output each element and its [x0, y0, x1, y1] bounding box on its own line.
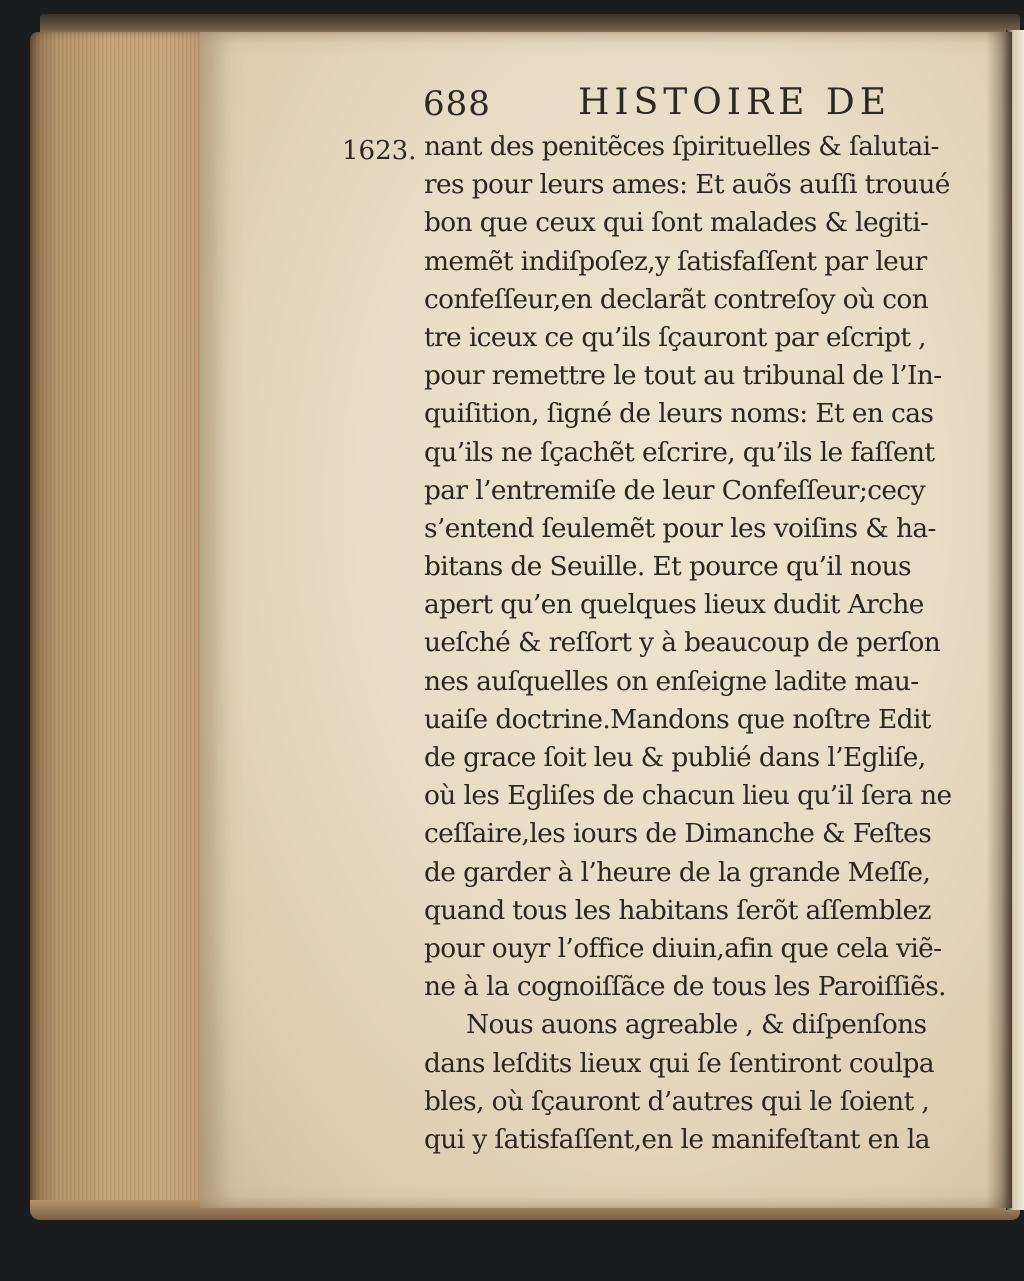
text-line: pour ouyr l’office diuin,afin que cela viẽ-	[424, 932, 942, 964]
text-line: bles, où ſçauront d’autres qui le ſoient ,	[424, 1085, 930, 1117]
text-line: nes auſquelles on enſeigne ladite mau-	[424, 665, 919, 697]
text-line: pour remettre le tout au tribunal de l’In-	[424, 360, 942, 392]
text-line: où les Egliſes de chacun lieu qu’il ſera ne	[424, 780, 952, 812]
text-line: bon que ceux qui ſont malades & legiti-	[424, 207, 929, 239]
page-number: 688	[423, 84, 491, 124]
text-line: de grace ſoit leu & publié dans l’Egliſe,	[424, 742, 926, 773]
text-line: ne à la cognoiſſãce de tous les Paroiſſiẽs.	[424, 971, 946, 1003]
text-line: ueſché & reſſort y à beaucoup de perſon	[424, 627, 941, 659]
text-line: bitans de Seuille. Et pource qu’il nous	[424, 551, 911, 583]
text-line: memẽt indiſpoſez,y ſatisfaſſent par leur	[424, 245, 927, 277]
paragraph-start-line: Nous auons agreable , & diſpenſons	[466, 1009, 927, 1041]
text-line: par l’entremiſe de leur Confeſſeur;cecy	[424, 474, 925, 506]
margin-note-year: 1623.	[342, 136, 417, 166]
text-line: quand tous les habitans ſerõt aſſemblez	[424, 894, 931, 926]
body-text	[424, 128, 1004, 1159]
text-line: de garder à l’heure de la grande Meſſe,	[424, 856, 931, 888]
text-line: qui y ſatisfaſſent,en le manifeſtant en la	[424, 1123, 930, 1155]
text-line: nant des penitẽces ſpirituelles & ſalutai-	[424, 131, 939, 162]
text-line: apert qu’en quelques lieux dudit Arche	[424, 589, 924, 621]
text-line: tre iceux ce qu’ils ſçauront par eſcript ,	[424, 321, 926, 353]
text-line: res pour leurs ames: Et auõs auſſi trouué	[424, 169, 950, 201]
running-head: HISTOIRE DE	[578, 82, 891, 123]
text-line: s’entend ſeulemẽt pour les voiſins & ha-	[424, 512, 936, 544]
text-line: confeſſeur,en declarãt contreſoy où con	[424, 283, 929, 315]
text-line: dans leſdits lieux qui ſe ſentiront coulpa	[424, 1047, 934, 1079]
text-line: qu’ils ne ſçachẽt eſcrire, qu’ils le faſſent	[424, 436, 935, 468]
text-line: uaiſe doctrine.Mandons que noſtre Edit	[424, 703, 931, 735]
text-line: ceſſaire,les iours de Dimanche & Feſtes	[424, 818, 932, 850]
text-line: quiſition, ſigné de leurs noms: Et en cas	[424, 398, 934, 430]
